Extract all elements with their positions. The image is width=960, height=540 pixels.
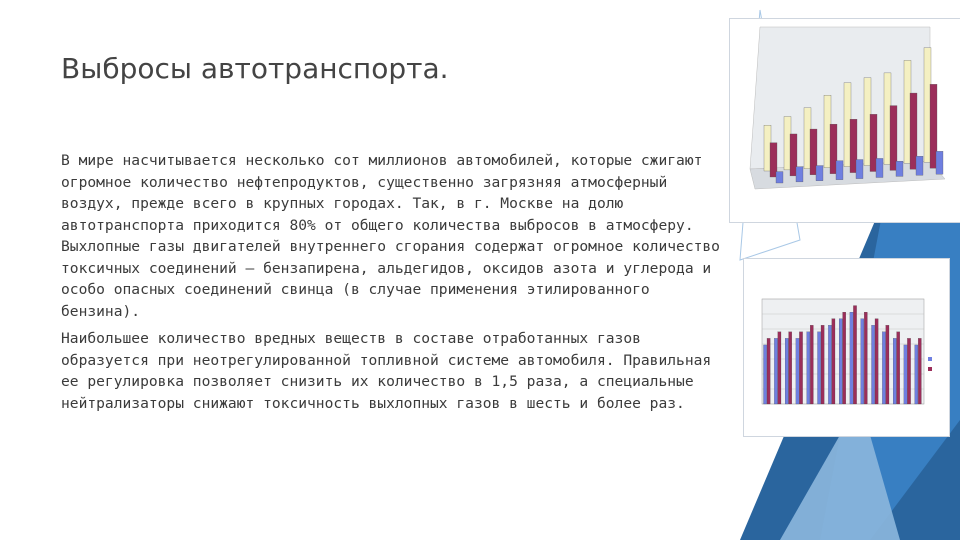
chart-1-bar-s1-6 [890,106,897,171]
chart-2-bar-s1-10 [875,319,878,404]
chart-2-legend-swatch-2 [928,367,932,371]
chart-2-bar-s1-6 [832,319,835,404]
chart-2-bar-s0-5 [818,332,821,404]
chart-2-bar-s0-6 [828,325,831,404]
chart-1-bar-s0-8 [936,151,943,174]
chart-2-bar-s1-11 [886,325,889,404]
chart-2-bar-s1-5 [821,325,824,404]
chart-2-bar-s0-14 [915,345,918,404]
chart-2-bar-s0-13 [904,345,907,404]
paragraph-2: Наибольшее количество вредных веществ в составе отработанных газов образуется при неотрегулированной топливной системе автомобиля. Правильная ее регулировка позволяет снизить их количество в 1,5 раза, а специальные нейтрализаторы снижают токсичность выхлопных газов в шесть и более раз. [61,330,712,412]
chart-2-bar-s0-0 [764,345,767,404]
chart-2-bar-s0-9 [861,319,864,404]
chart-2-bar-s1-14 [918,338,921,404]
chart-2-bar-s0-4 [807,332,810,404]
chart-2-bar-s0-10 [872,325,875,404]
chart-1-canvas [730,19,960,222]
chart-2-bar-s1-9 [864,312,867,404]
chart-1-bar-s0-6 [896,161,903,176]
chart-2-bar-s1-13 [907,338,910,404]
chart-1-bar-s0-3 [836,161,843,180]
chart-2-bar-s0-1 [774,338,777,404]
chart-2-bar-s1-4 [810,325,813,404]
chart-2-canvas [744,259,949,436]
chart-2-bar-s0-8 [850,312,853,404]
chart-1-bar-s0-5 [876,158,883,177]
chart-2-bar-s1-2 [789,332,792,404]
chart-2-bar-s1-3 [799,332,802,404]
page-title: Выбросы автотранспорта. [61,52,449,85]
chart-1-bar-s0-2 [816,166,823,181]
chart-1-bar-s0-1 [796,167,803,182]
chart-2-bar-s1-12 [897,332,900,404]
chart-2-bar-s0-12 [893,338,896,404]
chart-1-bar-s0-4 [856,160,863,179]
chart-2-bar-s0-11 [882,332,885,404]
chart-2-legend-swatch-1 [928,357,932,361]
chart-1-bar-s0-7 [916,156,923,175]
chart-1-bar-s0-0 [776,172,783,183]
chart-2-bar-s0-7 [839,319,842,404]
paragraph-1: В мире насчитывается несколько сот миллионов автомобилей, которые сжигают огромное количество нефтепродуктов, существенно загрязняя атмосферный воздух, прежде всего в крупных городах. Так, в г. Москве на долю автотранспорта приходится 80% от общего количества выбросов в атмосферу. Выхлопные газы двигателей внутреннего сгорания содержат огромное количество токсичных соединений — бензапирена, альдегидов, оксидов азота и углерода и особо опасных соединений свинца (в случае применения этилированного бензина). [61,152,720,320]
emissions-bar-chart-2 [743,258,950,437]
chart-2-bar-s1-8 [853,306,856,404]
body-text [61,150,721,420]
chart-2-bar-s1-1 [778,332,781,404]
emissions-3d-bar-chart [729,18,960,223]
chart-2-bar-s1-0 [767,338,770,404]
chart-2-bar-s0-3 [796,338,799,404]
chart-2-bar-s1-7 [843,312,846,404]
chart-2-bar-s0-2 [785,338,788,404]
